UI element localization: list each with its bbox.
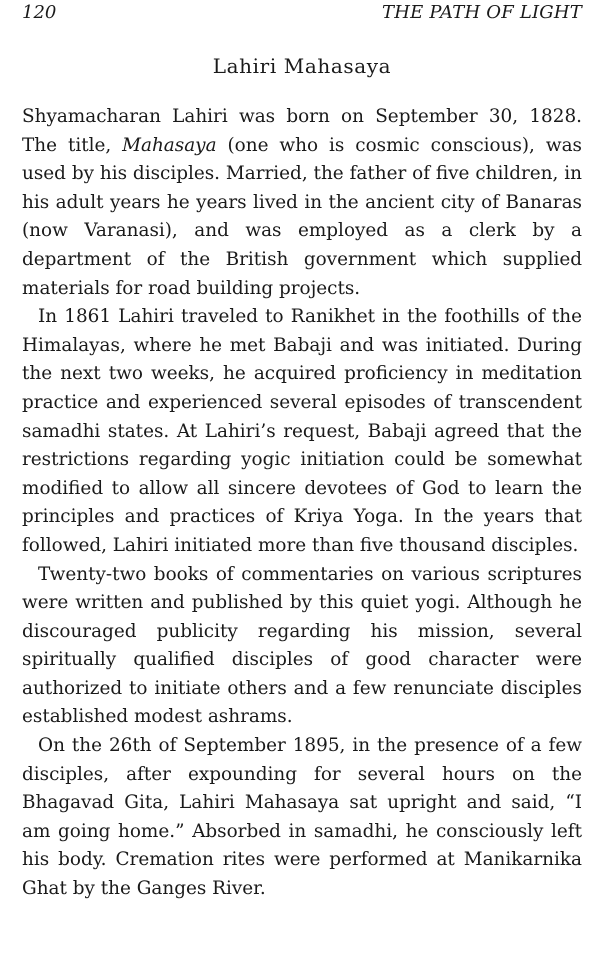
- chapter-title: Lahiri Mahasaya: [212, 54, 392, 78]
- running-title: THE PATH OF LIGHT: [382, 2, 582, 23]
- paragraph-1-text-end: (one who is cosmic conscious), was used by his disciples. Married, the father of five children, in his adult years he years lived in the ancient city of Banaras (now Varanasi), and was employed as a clerk by a department of the British government which supplied materials for road building projects.: [22, 134, 582, 299]
- paragraph-4: On the 26th of September 1895, in the presence of a few disciples, after expounding for several hours on the Bhagavad Gita, Lahiri Mahasaya sat upright and said, “I am going home.” Absorbed in samadhi, he consciously left his body. Cremation rites were performed at Manikarnika Ghat by the Ganges River.: [22, 735, 582, 900]
- paragraph-1: [22, 103, 582, 303]
- paragraph-1-text-start: Shyamacharan Lahiri was born on September 30, 1828. The title,: [22, 106, 582, 156]
- page-number: 120: [22, 2, 57, 23]
- running-header: [22, 0, 582, 32]
- paragraph-2: In 1861 Lahiri traveled to Ranikhet in the foothills of the Himalayas, where he met Babaji and was initiated. During the next two weeks, he acquired proficiency in meditation practice and experienced several episodes of transcendent samadhi states. At Lahiri’s request, Babaji agreed that the restrictions regarding yogic initiation could be somewhat modified to allow all sincere devotees of God to learn the principles and practices of Kriya Yoga. In the years that followed, Lahiri initiated more than five thousand disciples.: [22, 306, 582, 556]
- paragraph-1-emphasis: Mahasaya: [122, 134, 217, 156]
- paragraph-3: Twenty-two books of commentaries on various scriptures were written and published by this quiet yogi. Although he discouraged publicity regarding his mission, several spiritually qualified disciples of good character were authorized to initiate others and a few renunciate disciples established modest ashrams.: [22, 563, 582, 728]
